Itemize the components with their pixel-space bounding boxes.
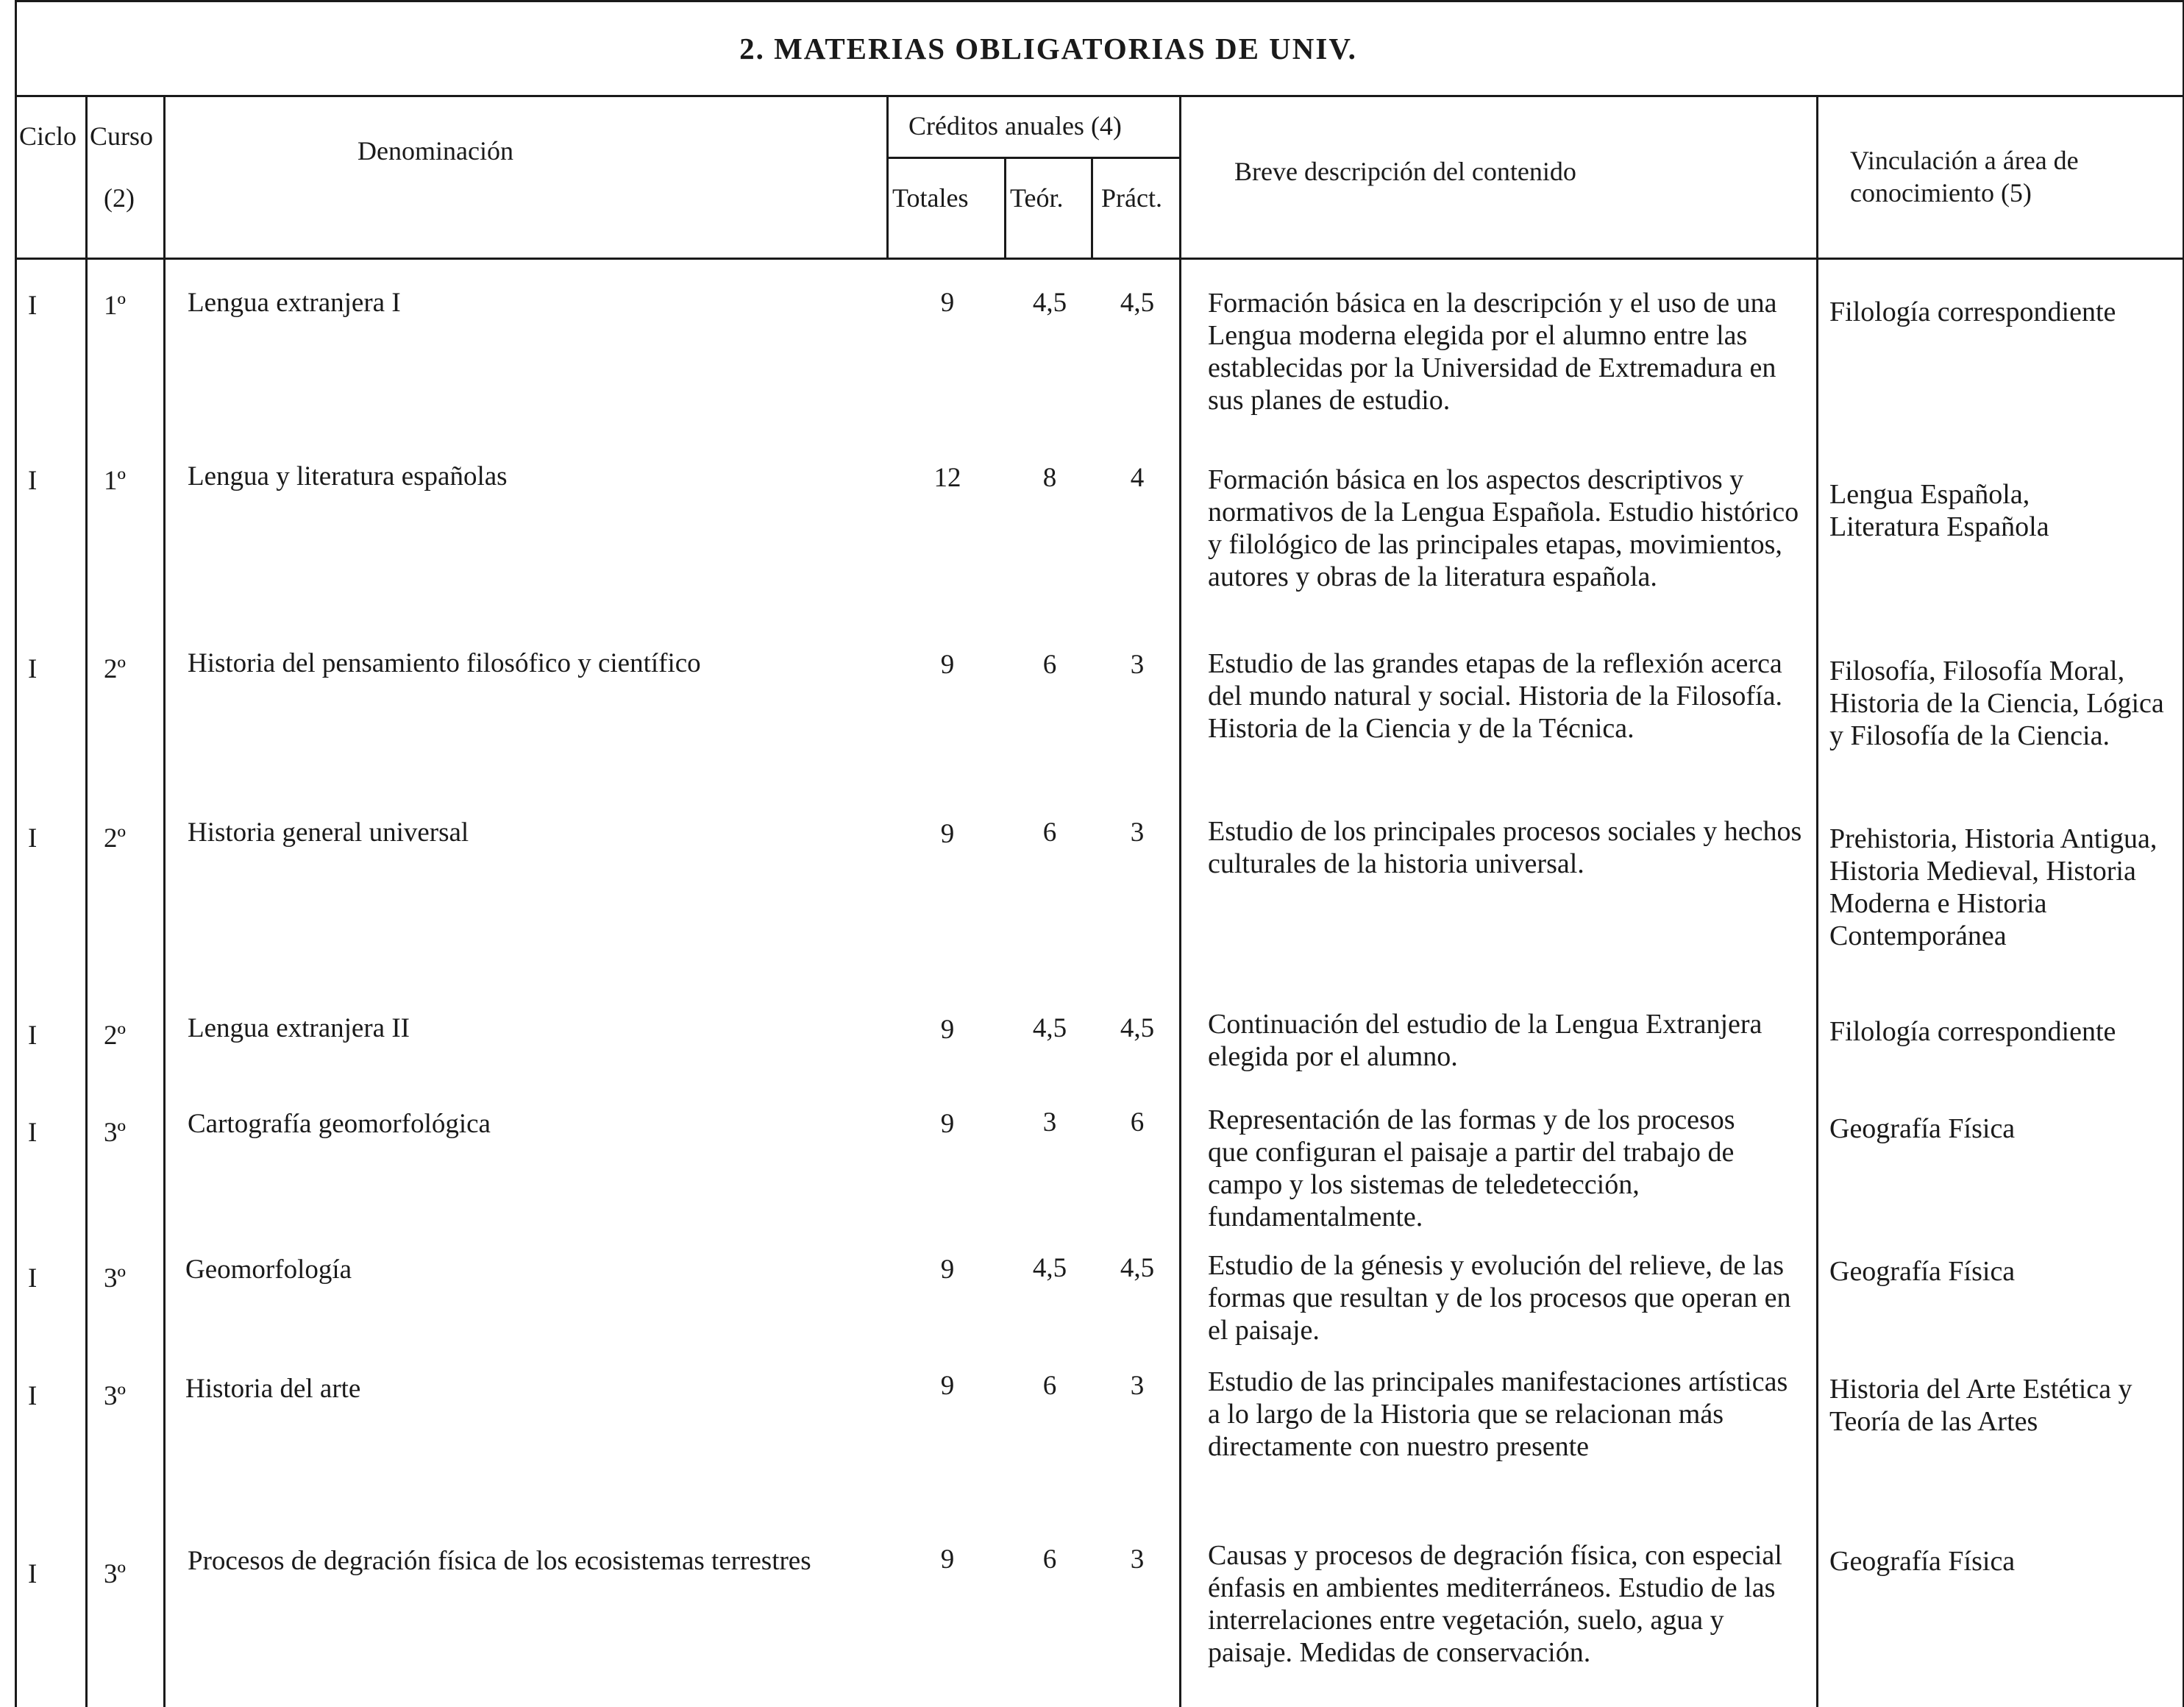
col-rule-curso	[163, 97, 166, 1707]
row-2-denominacion: Lengua y literatura españolas	[188, 461, 508, 491]
header-denominacion: Denominación	[358, 136, 513, 166]
row-1-denominacion: Lengua extranjera I	[188, 288, 401, 318]
row-2-vinculacion: Lengua Española, Literatura Española	[1829, 479, 2049, 542]
header-pract: Práct.	[1101, 183, 1162, 213]
row-8-denominacion: Historia del arte	[185, 1374, 361, 1404]
row-1-totales: 9	[940, 288, 955, 318]
col-rule-teor	[1091, 158, 1093, 259]
row-2-pract: 4	[1130, 463, 1145, 493]
row-3-vinculacion: Filosofía, Filosofía Moral, Historia de la Ciencia, Lógica y Filosofía de la Ciencia.	[1829, 656, 2164, 751]
row-6-denominacion: Cartografía geomorfológica	[188, 1109, 491, 1139]
row-8-ciclo: I	[28, 1381, 38, 1411]
row-2-descripcion: Formación básica en los aspectos descriptivos y normativos de la Lengua Española. Estudio histórico y filológico de las principales etapas, movimientos, autores y obras de la literatura española.	[1208, 464, 1799, 592]
col-rule-denominacion	[886, 97, 889, 259]
row-1-vinculacion: Filología correspondiente	[1829, 297, 2116, 327]
row-3-teor: 6	[1042, 650, 1057, 680]
header-curso: Curso	[90, 121, 154, 151]
row-4-pract: 3	[1130, 817, 1145, 848]
row-1-ciclo: I	[28, 291, 38, 321]
header-totales: Totales	[892, 183, 969, 213]
row-4-descripcion: Estudio de los principales procesos sociales y hechos culturales de la historia universal.	[1208, 816, 1802, 879]
row-8-pract: 3	[1130, 1371, 1145, 1401]
row-3-descripcion: Estudio de las grandes etapas de la reflexión acerca del mundo natural y social. Historia de la Filosofía. Historia de la Ciencia y de la Técnica.	[1208, 648, 1782, 744]
row-2-curso: 1º	[104, 466, 126, 496]
row-5-vinculacion: Filología correspondiente	[1829, 1016, 2116, 1047]
row-1-pract: 4,5	[1120, 288, 1155, 318]
row-8-teor: 6	[1042, 1371, 1057, 1401]
row-1-teor: 4,5	[1032, 288, 1067, 318]
col-rule-descripcion	[1816, 97, 1818, 1707]
row-7-denominacion: Geomorfología	[185, 1254, 352, 1285]
row-6-vinculacion: Geografía Física	[1829, 1113, 2016, 1144]
row-3-pract: 3	[1130, 650, 1145, 680]
row-4-vinculacion: Prehistoria, Historia Antigua, Historia Medieval, Historia Moderna e Historia Contemporánea	[1829, 823, 2158, 951]
row-7-descripcion: Estudio de la génesis y evolución del relieve, de las formas que resultan y de los procesos que operan en el paisaje.	[1208, 1250, 1791, 1346]
col-rule-totales	[1004, 158, 1006, 259]
creditos-rule	[886, 157, 1181, 159]
header-vinculacion: Vinculación a área de conocimiento (5)	[1850, 146, 2079, 207]
row-9-vinculacion: Geografía Física	[1829, 1546, 2016, 1577]
header-descripcion: Breve descripción del contenido	[1234, 157, 1576, 186]
row-3-totales: 9	[940, 650, 955, 680]
row-4-curso: 2º	[104, 823, 126, 854]
row-8-vinculacion: Historia del Arte Estética y Teoría de las Artes	[1829, 1374, 2133, 1437]
row-5-denominacion: Lengua extranjera II	[188, 1013, 410, 1043]
row-4-ciclo: I	[28, 823, 38, 854]
header-creditos: Créditos anuales (4)	[908, 111, 1122, 141]
row-9-totales: 9	[940, 1544, 955, 1575]
row-5-totales: 9	[940, 1015, 955, 1045]
row-1-curso: 1º	[104, 291, 126, 321]
row-7-teor: 4,5	[1032, 1253, 1067, 1283]
row-5-pract: 4,5	[1120, 1013, 1155, 1043]
row-8-descripcion: Estudio de las principales manifestaciones artísticas a lo largo de la Historia que se relacionan más directamente con nuestro presente	[1208, 1366, 1788, 1462]
row-5-ciclo: I	[28, 1021, 38, 1051]
row-1-descripcion: Formación básica en la descripción y el uso de una Lengua moderna elegida por el alumno entre las establecidas por la Universidad de Extremadura en sus planes de estudio.	[1208, 288, 1777, 416]
header-curso-note: (2)	[104, 183, 135, 213]
row-2-ciclo: I	[28, 466, 38, 496]
row-6-teor: 3	[1042, 1107, 1057, 1138]
row-2-totales: 12	[933, 463, 961, 493]
table-title-box	[15, 0, 2184, 97]
row-6-ciclo: I	[28, 1118, 38, 1148]
header-teor: Teór.	[1010, 183, 1064, 213]
col-rule-pract	[1179, 97, 1181, 1707]
page-title: 2. MATERIAS OBLIGATORIAS DE UNIV.	[739, 32, 1357, 65]
row-4-teor: 6	[1042, 817, 1057, 848]
row-9-curso: 3º	[104, 1559, 126, 1589]
row-5-curso: 2º	[104, 1021, 126, 1051]
row-3-curso: 2º	[104, 654, 126, 684]
row-9-ciclo: I	[28, 1559, 38, 1589]
row-3-denominacion: Historia del pensamiento filosófico y científico	[188, 648, 701, 678]
row-6-totales: 9	[940, 1109, 955, 1139]
row-7-curso: 3º	[104, 1263, 126, 1293]
row-6-pract: 6	[1130, 1107, 1145, 1138]
row-6-curso: 3º	[104, 1118, 126, 1148]
row-7-ciclo: I	[28, 1263, 38, 1293]
row-2-teor: 8	[1042, 463, 1057, 493]
row-9-denominacion: Procesos de degración física de los ecosistemas terrestres	[188, 1546, 811, 1576]
row-5-descripcion: Continuación del estudio de la Lengua Extranjera elegida por el alumno.	[1208, 1009, 1763, 1072]
row-8-curso: 3º	[104, 1381, 126, 1411]
row-7-vinculacion: Geografía Física	[1829, 1256, 2016, 1287]
row-7-totales: 9	[940, 1254, 955, 1285]
header-bottom-rule	[15, 258, 2184, 260]
row-9-descripcion: Causas y procesos de degración física, con especial énfasis en ambientes mediterráneos. Estudio de las interrelaciones entre vegetación, suelo, agua y paisaje. Medidas de conservación.	[1208, 1540, 1782, 1668]
row-7-pract: 4,5	[1120, 1253, 1155, 1283]
col-rule-ciclo	[85, 97, 88, 1707]
row-4-totales: 9	[940, 819, 955, 849]
row-3-ciclo: I	[28, 654, 38, 684]
row-8-totales: 9	[940, 1371, 955, 1401]
row-6-descripcion: Representación de las formas y de los procesos que configuran el paisaje a partir del trabajo de campo y los sistemas de teledetección, fundamentalmente.	[1208, 1104, 1735, 1232]
row-9-teor: 6	[1042, 1544, 1057, 1575]
row-4-denominacion: Historia general universal	[188, 817, 469, 848]
row-9-pract: 3	[1130, 1544, 1145, 1575]
header-ciclo: Ciclo	[19, 121, 77, 151]
row-5-teor: 4,5	[1032, 1013, 1067, 1043]
